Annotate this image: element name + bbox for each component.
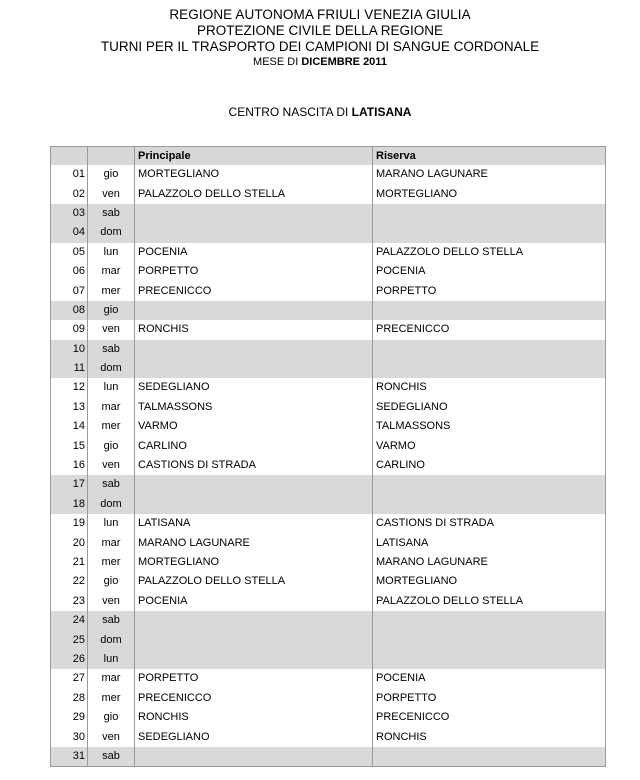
weekday-cell: ven: [88, 320, 135, 339]
weekday-cell: sab: [88, 747, 135, 767]
principale-cell: [135, 495, 373, 514]
principale-cell: PALAZZOLO DELLO STELLA: [135, 184, 373, 203]
day-number-cell: 15: [51, 436, 88, 455]
day-number-cell: 16: [51, 456, 88, 475]
day-number-cell: 03: [51, 204, 88, 223]
riserva-cell: [373, 340, 606, 359]
principale-cell: RONCHIS: [135, 708, 373, 727]
table-row: [51, 533, 606, 552]
principale-cell: PRECENICCO: [135, 689, 373, 708]
weekday-cell: mer: [88, 689, 135, 708]
riserva-cell: MORTEGLIANO: [373, 184, 606, 203]
day-number-cell: 14: [51, 417, 88, 436]
principale-cell: PORPETTO: [135, 669, 373, 688]
weekday-cell: lun: [88, 650, 135, 669]
riserva-cell: TALMASSONS: [373, 417, 606, 436]
principale-cell: [135, 223, 373, 242]
table-row: [51, 689, 606, 708]
principale-cell: [135, 359, 373, 378]
table-row: [51, 184, 606, 203]
header-region-title: REGIONE AUTONOMA FRIULI VENEZIA GIULIA: [169, 7, 471, 22]
riserva-cell: PALAZZOLO DELLO STELLA: [373, 592, 606, 611]
col-header-weekday: [88, 147, 135, 166]
day-number-cell: 10: [51, 340, 88, 359]
table-row: [51, 495, 606, 514]
day-number-cell: 12: [51, 378, 88, 397]
day-number-cell: 21: [51, 553, 88, 572]
table-row: [51, 727, 606, 746]
weekday-cell: ven: [88, 592, 135, 611]
center-name: LATISANA: [351, 105, 412, 119]
principale-cell: MORTEGLIANO: [135, 165, 373, 184]
weekday-cell: mar: [88, 262, 135, 281]
riserva-cell: [373, 495, 606, 514]
principale-cell: [135, 204, 373, 223]
riserva-cell: SEDEGLIANO: [373, 398, 606, 417]
principale-cell: POCENIA: [135, 243, 373, 262]
col-header-riserva: Riserva: [373, 147, 606, 166]
weekday-cell: dom: [88, 223, 135, 242]
day-number-cell: 07: [51, 281, 88, 300]
day-number-cell: 13: [51, 398, 88, 417]
day-number-cell: 28: [51, 689, 88, 708]
weekday-cell: sab: [88, 611, 135, 630]
riserva-cell: PALAZZOLO DELLO STELLA: [373, 243, 606, 262]
day-number-cell: 09: [51, 320, 88, 339]
weekday-cell: ven: [88, 456, 135, 475]
day-number-cell: 01: [51, 165, 88, 184]
weekday-cell: ven: [88, 727, 135, 746]
table-row: [51, 475, 606, 494]
table-row: [51, 320, 606, 339]
header-document-title: TURNI PER IL TRASPORTO DEI CAMPIONI DI SANGUE CORDONALE: [100, 39, 540, 54]
weekday-cell: dom: [88, 630, 135, 649]
riserva-cell: MARANO LAGUNARE: [373, 553, 606, 572]
weekday-cell: gio: [88, 165, 135, 184]
table-row: [51, 553, 606, 572]
weekday-cell: dom: [88, 495, 135, 514]
day-number-cell: 31: [51, 747, 88, 767]
weekday-cell: mar: [88, 669, 135, 688]
riserva-cell: [373, 359, 606, 378]
riserva-cell: VARMO: [373, 436, 606, 455]
weekday-cell: mar: [88, 533, 135, 552]
table-row: [51, 708, 606, 727]
principale-cell: [135, 630, 373, 649]
day-number-cell: 20: [51, 533, 88, 552]
table-row: [51, 243, 606, 262]
month-prefix: MESE DI: [253, 56, 302, 68]
day-number-cell: 27: [51, 669, 88, 688]
principale-cell: TALMASSONS: [135, 398, 373, 417]
riserva-cell: MORTEGLIANO: [373, 572, 606, 591]
riserva-cell: PRECENICCO: [373, 708, 606, 727]
table-row: [51, 359, 606, 378]
riserva-cell: CARLINO: [373, 456, 606, 475]
riserva-cell: PRECENICCO: [373, 320, 606, 339]
day-number-cell: 05: [51, 243, 88, 262]
principale-cell: LATISANA: [135, 514, 373, 533]
principale-cell: CARLINO: [135, 436, 373, 455]
principale-cell: [135, 340, 373, 359]
day-number-cell: 30: [51, 727, 88, 746]
riserva-cell: RONCHIS: [373, 378, 606, 397]
table-row: [51, 223, 606, 242]
day-number-cell: 24: [51, 611, 88, 630]
principale-cell: PRECENICCO: [135, 281, 373, 300]
table-row: [51, 456, 606, 475]
principale-cell: POCENIA: [135, 592, 373, 611]
principale-cell: RONCHIS: [135, 320, 373, 339]
table-row: [51, 747, 606, 767]
riserva-cell: [373, 223, 606, 242]
day-number-cell: 29: [51, 708, 88, 727]
day-number-cell: 04: [51, 223, 88, 242]
weekday-cell: lun: [88, 243, 135, 262]
table-row: [51, 165, 606, 184]
riserva-cell: RONCHIS: [373, 727, 606, 746]
weekday-cell: mer: [88, 553, 135, 572]
riserva-cell: MARANO LAGUNARE: [373, 165, 606, 184]
riserva-cell: PORPETTO: [373, 281, 606, 300]
riserva-cell: PORPETTO: [373, 689, 606, 708]
weekday-cell: ven: [88, 184, 135, 203]
header-department: PROTEZIONE CIVILE DELLA REGIONE: [196, 23, 444, 38]
table-row: [51, 281, 606, 300]
table-row: [51, 398, 606, 417]
riserva-cell: [373, 301, 606, 320]
principale-cell: [135, 650, 373, 669]
principale-cell: MARANO LAGUNARE: [135, 533, 373, 552]
header-month: [0, 55, 640, 69]
riserva-cell: LATISANA: [373, 533, 606, 552]
table-header-row: [51, 147, 606, 166]
weekday-cell: mer: [88, 281, 135, 300]
principale-cell: PORPETTO: [135, 262, 373, 281]
principale-cell: CASTIONS DI STRADA: [135, 456, 373, 475]
month-value: DICEMBRE 2011: [301, 56, 387, 68]
weekday-cell: dom: [88, 359, 135, 378]
principale-cell: [135, 475, 373, 494]
day-number-cell: 23: [51, 592, 88, 611]
principale-cell: [135, 301, 373, 320]
day-number-cell: 17: [51, 475, 88, 494]
table-row: [51, 650, 606, 669]
birth-center-title: [0, 105, 640, 119]
riserva-cell: [373, 204, 606, 223]
table-row: [51, 204, 606, 223]
weekday-cell: sab: [88, 204, 135, 223]
riserva-cell: [373, 611, 606, 630]
principale-cell: VARMO: [135, 417, 373, 436]
table-row: [51, 514, 606, 533]
weekday-cell: lun: [88, 514, 135, 533]
day-number-cell: 18: [51, 495, 88, 514]
table-row: [51, 611, 606, 630]
weekday-cell: gio: [88, 301, 135, 320]
weekday-cell: gio: [88, 572, 135, 591]
riserva-cell: [373, 650, 606, 669]
riserva-cell: POCENIA: [373, 262, 606, 281]
weekday-cell: sab: [88, 340, 135, 359]
principale-cell: MORTEGLIANO: [135, 553, 373, 572]
table-row: [51, 669, 606, 688]
table-row: [51, 262, 606, 281]
table-row: [51, 572, 606, 591]
riserva-cell: POCENIA: [373, 669, 606, 688]
day-number-cell: 06: [51, 262, 88, 281]
day-number-cell: 25: [51, 630, 88, 649]
table-row: [51, 436, 606, 455]
col-header-principale: Principale: [135, 147, 373, 166]
weekday-cell: gio: [88, 708, 135, 727]
principale-cell: SEDEGLIANO: [135, 378, 373, 397]
weekday-cell: gio: [88, 436, 135, 455]
principale-cell: [135, 611, 373, 630]
principale-cell: [135, 747, 373, 767]
riserva-cell: [373, 630, 606, 649]
weekday-cell: mer: [88, 417, 135, 436]
table-row: [51, 340, 606, 359]
day-number-cell: 08: [51, 301, 88, 320]
day-number-cell: 22: [51, 572, 88, 591]
day-number-cell: 02: [51, 184, 88, 203]
shift-table: [50, 146, 606, 767]
col-header-day-number: [51, 147, 88, 166]
table-row: [51, 592, 606, 611]
principale-cell: SEDEGLIANO: [135, 727, 373, 746]
principale-cell: PALAZZOLO DELLO STELLA: [135, 572, 373, 591]
weekday-cell: lun: [88, 378, 135, 397]
day-number-cell: 11: [51, 359, 88, 378]
table-row: [51, 301, 606, 320]
riserva-cell: [373, 475, 606, 494]
table-row: [51, 630, 606, 649]
weekday-cell: mar: [88, 398, 135, 417]
day-number-cell: 26: [51, 650, 88, 669]
riserva-cell: [373, 747, 606, 767]
center-prefix: CENTRO NASCITA DI: [228, 105, 352, 119]
table-row: [51, 417, 606, 436]
table-row: [51, 378, 606, 397]
weekday-cell: sab: [88, 475, 135, 494]
day-number-cell: 19: [51, 514, 88, 533]
riserva-cell: CASTIONS DI STRADA: [373, 514, 606, 533]
